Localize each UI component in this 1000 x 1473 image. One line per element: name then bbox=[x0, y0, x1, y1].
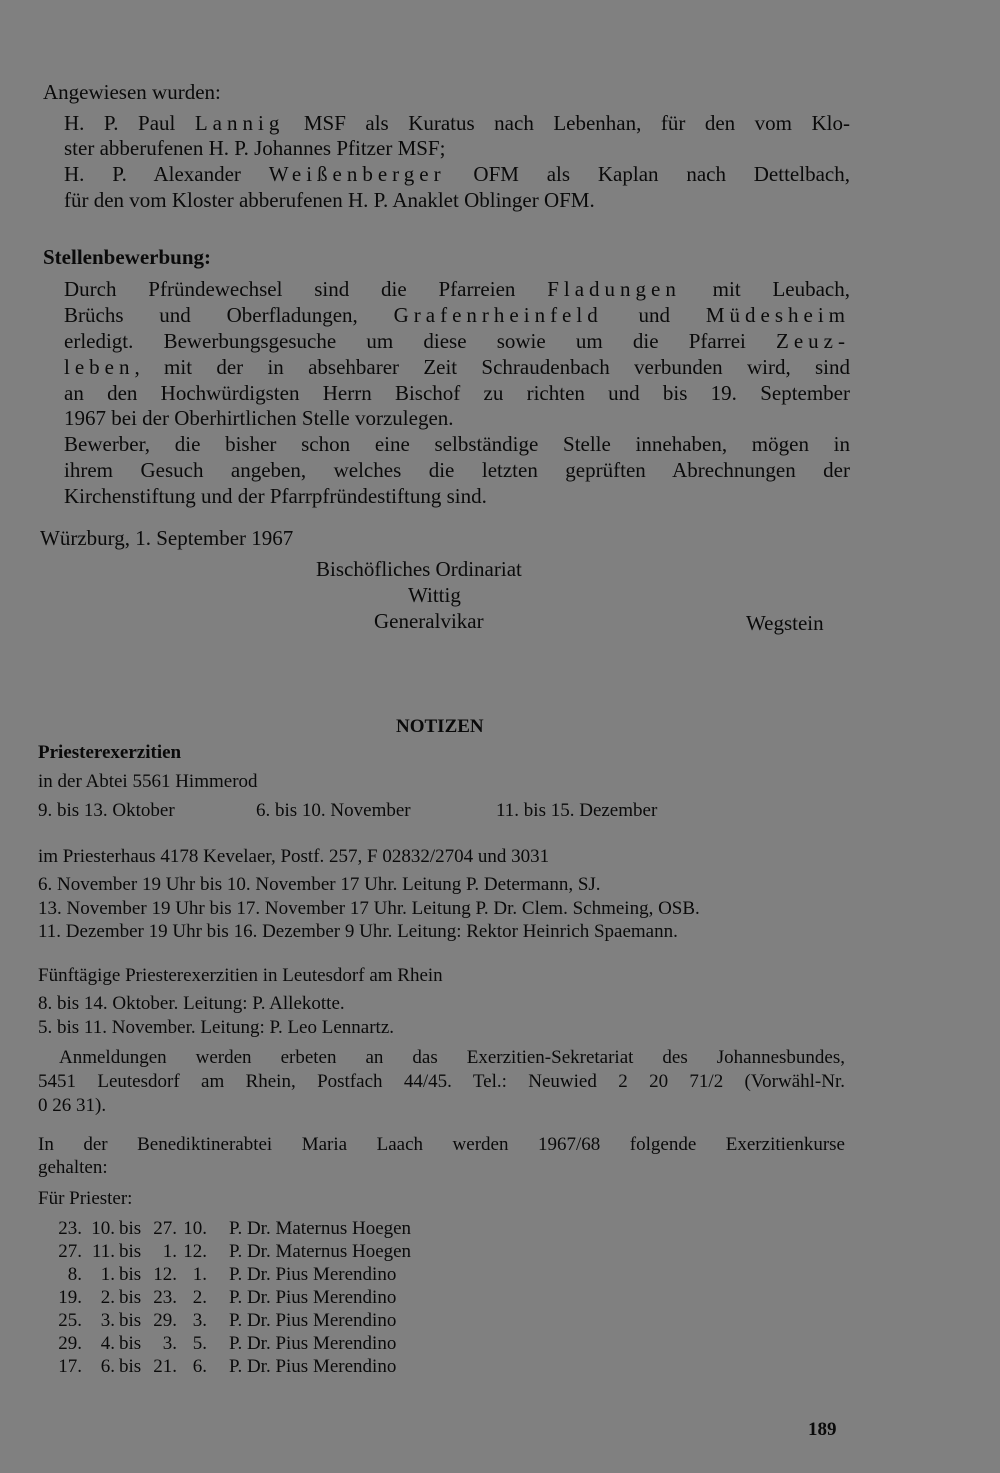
leutesdorf-note-1: Anmeldungen werden erbeten an das Exerzitien-Sekretariat des Johannesbundes, bbox=[59, 1047, 845, 1068]
schedule-m1: 6. bbox=[100, 1356, 115, 1377]
page-number: 189 bbox=[808, 1419, 837, 1440]
schedule-m2: 2. bbox=[192, 1287, 207, 1308]
schedule-d1: 23. bbox=[58, 1218, 82, 1239]
schedule-bis: bis bbox=[119, 1356, 142, 1377]
angewiesen-heading: Angewiesen wurden: bbox=[43, 80, 221, 104]
schedule-bis: bis bbox=[119, 1264, 142, 1285]
schedule-m2: 6. bbox=[192, 1356, 207, 1377]
schedule-m2: 12. bbox=[183, 1241, 207, 1262]
signature-office: Bischöfliches Ordinariat bbox=[316, 557, 522, 581]
schedule-m2: 3. bbox=[192, 1310, 207, 1331]
schedule-m1: 4. bbox=[100, 1333, 115, 1354]
schedule-d1: 8. bbox=[67, 1264, 82, 1285]
place-date: Würzburg, 1. September 1967 bbox=[40, 526, 294, 550]
himmerod-date-1: 9. bis 13. Oktober bbox=[38, 800, 175, 821]
stellen-line-8: ihrem Gesuch angeben, welches die letzten geprüften Abrechnungen der bbox=[64, 458, 850, 482]
stellen-line-6: 1967 bei der Oberhirtlichen Stelle vorzulegen. bbox=[64, 406, 454, 430]
schedule-m1: 2. bbox=[100, 1287, 115, 1308]
schedule-d1: 19. bbox=[58, 1287, 82, 1308]
schedule-bis: bis bbox=[119, 1287, 142, 1308]
himmerod-place: in der Abtei 5561 Himmerod bbox=[38, 771, 258, 792]
schedule-d1: 17. bbox=[58, 1356, 82, 1377]
schedule-leader: P. Dr. Pius Merendino bbox=[229, 1333, 397, 1354]
schedule-m1: 3. bbox=[100, 1310, 115, 1331]
maria-laach-intro-2: gehalten: bbox=[38, 1157, 108, 1178]
schedule-m2: 5. bbox=[192, 1333, 207, 1354]
schedule-m1: 1. bbox=[100, 1264, 115, 1285]
signature-role: Generalvikar bbox=[374, 609, 484, 633]
schedule-bis: bis bbox=[119, 1241, 142, 1262]
leutesdorf-heading: Fünftägige Priesterexerzitien in Leutesdorf am Rhein bbox=[38, 965, 443, 986]
kevelaer-course-2: 13. November 19 Uhr bis 17. November 17 Uhr. Leitung P. Dr. Clem. Schmeing, OSB. bbox=[38, 898, 700, 919]
schedule-m1: 10. bbox=[91, 1218, 115, 1239]
schedule-bis: bis bbox=[119, 1333, 142, 1354]
schedule-leader: P. Dr. Maternus Hoegen bbox=[229, 1241, 412, 1262]
angewiesen-line-1: H. P. Paul Lannig MSF als Kuratus nach Lebenhan, für den vom Klo- bbox=[64, 111, 850, 135]
leutesdorf-note-3: 0 26 31). bbox=[38, 1095, 107, 1116]
angewiesen-line-2: ster abberufenen H. P. Johannes Pfitzer MSF; bbox=[64, 136, 446, 160]
stellen-line-2: Brüchs und Oberfladungen, Grafenrheinfeld und Müdesheim bbox=[64, 303, 850, 327]
leutesdorf-course-2: 5. bis 11. November. Leitung: P. Leo Lennartz. bbox=[38, 1017, 394, 1038]
stellen-line-7: Bewerber, die bisher schon eine selbständige Stelle innehaben, mögen in bbox=[64, 432, 850, 456]
schedule-leader: P. Dr. Pius Merendino bbox=[229, 1264, 397, 1285]
schedule-m2: 10. bbox=[183, 1218, 207, 1239]
stellen-line-5: an den Hochwürdigsten Herrn Bischof zu richten und bis 19. September bbox=[64, 381, 850, 405]
schedule-bis: bis bbox=[119, 1310, 142, 1331]
signature-name: Wittig bbox=[408, 583, 461, 607]
himmerod-date-3: 11. bis 15. Dezember bbox=[496, 800, 658, 821]
schedule-d2: 29. bbox=[153, 1310, 177, 1331]
kevelaer-course-1: 6. November 19 Uhr bis 10. November 17 Uhr. Leitung P. Determann, SJ. bbox=[38, 874, 601, 895]
schedule-leader: P. Dr. Pius Merendino bbox=[229, 1310, 397, 1331]
himmerod-date-2: 6. bis 10. November bbox=[256, 800, 411, 821]
maria-laach-intro-1: In der Benediktinerabtei Maria Laach werden 1967/68 folgende Exerzitienkurse bbox=[38, 1134, 845, 1155]
kevelaer-course-3: 11. Dezember 19 Uhr bis 16. Dezember 9 Uhr. Leitung: Rektor Heinrich Spaemann. bbox=[38, 921, 678, 942]
schedule-d1: 29. bbox=[58, 1333, 82, 1354]
notizen-title: NOTIZEN bbox=[396, 716, 484, 737]
stellenbewerbung-heading: Stellenbewerbung: bbox=[43, 245, 211, 269]
schedule-m1: 11. bbox=[91, 1241, 115, 1262]
schedule-d2: 12. bbox=[153, 1264, 177, 1285]
leutesdorf-note-2: 5451 Leutesdorf am Rhein, Postfach 44/45. Tel.: Neuwied 2 20 71/2 (Vorwähl-Nr. bbox=[38, 1071, 845, 1092]
angewiesen-line-4: für den vom Kloster abberufenen H. P. Anaklet Oblinger OFM. bbox=[64, 188, 595, 212]
stellen-line-3: erledigt. Bewerbungsgesuche um diese sowie um die Pfarrei Zeuz- bbox=[64, 329, 850, 353]
stellen-line-4: leben, mit der in absehbarer Zeit Schraudenbach verbunden wird, sind bbox=[64, 355, 850, 379]
stellen-line-9: Kirchenstiftung und der Pfarrpfründestiftung sind. bbox=[64, 484, 487, 508]
fuer-priester-label: Für Priester: bbox=[38, 1188, 133, 1209]
schedule-leader: P. Dr. Pius Merendino bbox=[229, 1356, 397, 1377]
schedule-bis: bis bbox=[119, 1218, 142, 1239]
schedule-d2: 3. bbox=[162, 1333, 177, 1354]
schedule-d2: 1. bbox=[162, 1241, 177, 1262]
kevelaer-place: im Priesterhaus 4178 Kevelaer, Postf. 257, F 02832/2704 und 3031 bbox=[38, 846, 550, 867]
schedule-d2: 27. bbox=[153, 1218, 177, 1239]
schedule-leader: P. Dr. Maternus Hoegen bbox=[229, 1218, 412, 1239]
schedule-d1: 27. bbox=[58, 1241, 82, 1262]
schedule-m2: 1. bbox=[192, 1264, 207, 1285]
schedule-leader: P. Dr. Pius Merendino bbox=[229, 1287, 397, 1308]
angewiesen-line-3: H. P. Alexander Weißenberger OFM als Kaplan nach Dettelbach, bbox=[64, 162, 850, 186]
priesterexerzitien-heading: Priesterexerzitien bbox=[38, 742, 182, 763]
schedule-d2: 21. bbox=[153, 1356, 177, 1377]
schedule-d1: 25. bbox=[58, 1310, 82, 1331]
schedule-d2: 23. bbox=[153, 1287, 177, 1308]
signature-second-name: Wegstein bbox=[746, 611, 824, 635]
stellen-line-1: Durch Pfründewechsel sind die Pfarreien Fladungen mit Leubach, bbox=[64, 277, 850, 301]
leutesdorf-course-1: 8. bis 14. Oktober. Leitung: P. Allekotte. bbox=[38, 993, 345, 1014]
